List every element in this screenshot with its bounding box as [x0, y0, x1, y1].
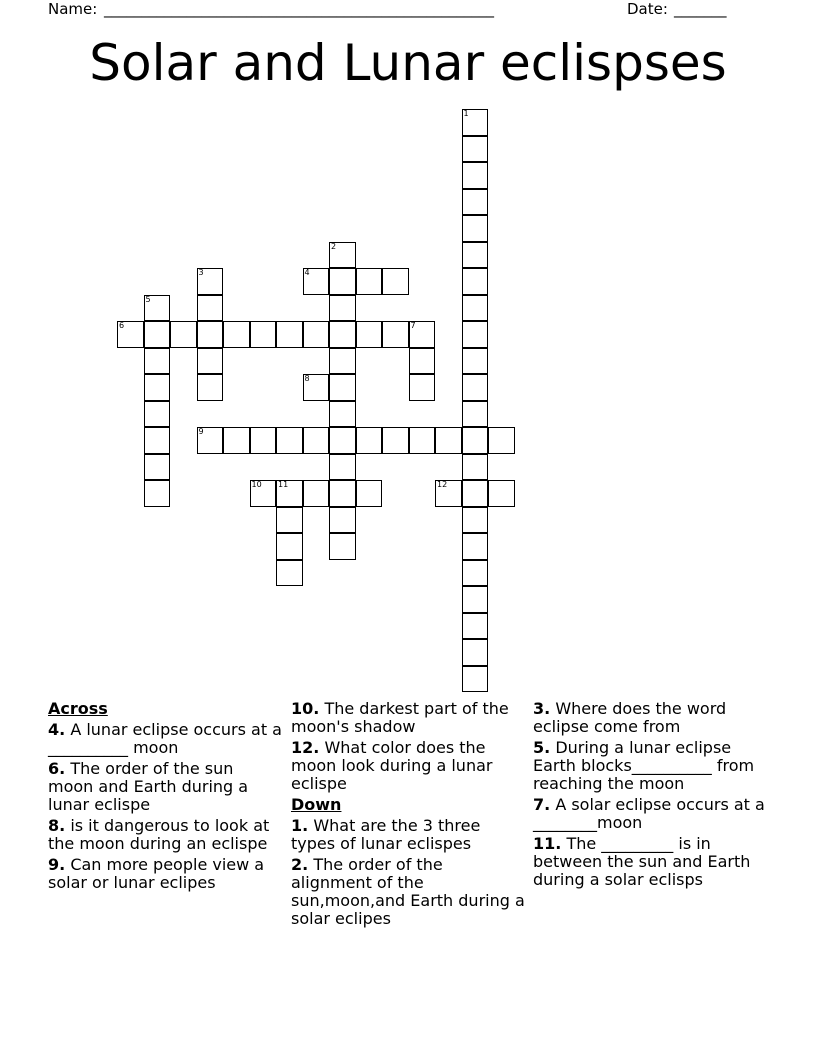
cell-number: 7	[410, 321, 416, 330]
grid-cell[interactable]	[462, 348, 489, 375]
grid-cell[interactable]	[488, 480, 515, 507]
clue-across-8: 8. is it dangerous to look at the moon during an eclispe	[48, 816, 270, 853]
grid-cell[interactable]	[329, 401, 356, 428]
grid-cell[interactable]	[462, 427, 489, 454]
grid-cell[interactable]	[462, 560, 489, 587]
grid-cell[interactable]	[223, 427, 250, 454]
grid-cell[interactable]	[144, 321, 171, 348]
cell-number: 9	[198, 427, 204, 436]
grid-cell[interactable]	[409, 348, 436, 375]
grid-cell[interactable]	[329, 427, 356, 454]
grid-cell[interactable]	[303, 480, 330, 507]
grid-cell[interactable]	[462, 533, 489, 560]
grid-cell[interactable]	[382, 268, 409, 295]
grid-cell[interactable]	[144, 480, 171, 507]
cell-number: 8	[304, 374, 310, 383]
grid-cell[interactable]	[462, 295, 489, 322]
clues-column-1	[48, 700, 283, 895]
grid-cell[interactable]	[409, 321, 436, 348]
grid-cell[interactable]	[329, 295, 356, 322]
grid-cell[interactable]	[329, 348, 356, 375]
grid-cell[interactable]	[462, 480, 489, 507]
clue-down-1: 1. What are the 3 three types of lunar eclispes	[291, 816, 481, 853]
grid-cell[interactable]	[409, 374, 436, 401]
grid-cell[interactable]	[462, 321, 489, 348]
clue-across-9: 9. Can more people view a solar or lunar eclipes	[48, 855, 265, 892]
grid-cell[interactable]	[382, 321, 409, 348]
grid-cell[interactable]	[462, 189, 489, 216]
grid-cell[interactable]	[329, 374, 356, 401]
grid-cell[interactable]	[303, 374, 330, 401]
grid-cell[interactable]	[303, 321, 330, 348]
clue-across-12: 12. What color does the moon look during a lunar eclispe	[291, 738, 493, 793]
grid-cell[interactable]	[197, 295, 224, 322]
grid-cell[interactable]	[462, 639, 489, 666]
grid-cell[interactable]	[329, 533, 356, 560]
date-field[interactable]: _______	[674, 0, 727, 18]
grid-cell[interactable]	[382, 427, 409, 454]
cell-number: 1	[463, 109, 469, 118]
grid-cell[interactable]	[197, 374, 224, 401]
grid-cell[interactable]	[462, 666, 489, 693]
grid-cell[interactable]	[435, 427, 462, 454]
cell-number: 11	[278, 480, 289, 489]
grid-cell[interactable]	[197, 427, 224, 454]
grid-cell[interactable]	[250, 321, 277, 348]
cell-number: 6	[119, 321, 125, 330]
grid-cell[interactable]	[170, 321, 197, 348]
grid-cell[interactable]	[303, 427, 330, 454]
clue-across-6: 6. The order of the sun moon and Earth during a lunar eclispe	[48, 759, 249, 814]
grid-cell[interactable]	[144, 427, 171, 454]
grid-cell[interactable]	[462, 454, 489, 481]
grid-cell[interactable]	[144, 348, 171, 375]
grid-cell[interactable]	[462, 242, 489, 269]
grid-cell[interactable]	[144, 374, 171, 401]
grid-cell[interactable]	[462, 374, 489, 401]
grid-cell[interactable]	[462, 268, 489, 295]
date-label: Date:	[627, 0, 668, 18]
grid-cell[interactable]	[117, 321, 144, 348]
grid-cell[interactable]	[356, 321, 383, 348]
clues-column-2	[291, 700, 526, 931]
grid-cell[interactable]	[250, 480, 277, 507]
clue-across-10: 10. The darkest part of the moon's shadow	[291, 699, 509, 736]
clue-across-4: 4. A lunar eclipse occurs at a __________ moon	[48, 720, 282, 757]
grid-cell[interactable]	[462, 401, 489, 428]
grid-cell[interactable]	[197, 268, 224, 295]
clue-down-2: 2. The order of the alignment of the sun,moon,and Earth during a solar eclipes	[291, 855, 525, 928]
cell-number: 12	[437, 480, 448, 489]
grid-cell[interactable]	[462, 162, 489, 189]
down-heading: Down	[291, 795, 342, 814]
grid-cell[interactable]	[356, 427, 383, 454]
grid-cell[interactable]	[223, 321, 250, 348]
name-label: Name:	[48, 0, 98, 18]
grid-cell[interactable]	[435, 480, 462, 507]
grid-cell[interactable]	[462, 507, 489, 534]
page-title: Solar and Lunar eclispses	[89, 34, 727, 92]
name-field[interactable]: ____________________________________________________	[104, 0, 494, 18]
clue-down-3: 3. Where does the word eclipse come from	[533, 699, 727, 736]
grid-cell[interactable]	[250, 427, 277, 454]
grid-cell[interactable]	[329, 454, 356, 481]
grid-cell[interactable]	[329, 480, 356, 507]
grid-cell[interactable]	[329, 321, 356, 348]
grid-cell[interactable]	[356, 480, 383, 507]
cell-number: 3	[198, 268, 204, 277]
clue-down-7: 7. A solar eclipse occurs at a ________moon	[533, 795, 765, 832]
grid-cell[interactable]	[276, 560, 303, 587]
grid-cell[interactable]	[329, 268, 356, 295]
grid-cell[interactable]	[276, 507, 303, 534]
grid-cell[interactable]	[276, 533, 303, 560]
grid-cell[interactable]	[329, 242, 356, 269]
grid-cell[interactable]	[276, 321, 303, 348]
grid-cell[interactable]	[356, 268, 383, 295]
grid-cell[interactable]	[409, 427, 436, 454]
clue-down-11: 11. The _________ is in between the sun and Earth during a solar eclisps	[533, 834, 751, 889]
grid-cell[interactable]	[488, 427, 515, 454]
across-heading: Across	[48, 699, 108, 718]
grid-cell[interactable]	[144, 454, 171, 481]
grid-cell[interactable]	[462, 586, 489, 613]
grid-cell[interactable]	[462, 215, 489, 242]
clue-down-5: 5. During a lunar eclipse Earth blocks__________ from reaching the moon	[533, 738, 755, 793]
grid-cell[interactable]	[303, 268, 330, 295]
grid-cell[interactable]	[276, 480, 303, 507]
grid-cell[interactable]	[462, 109, 489, 136]
cell-number: 10	[251, 480, 262, 489]
cell-number: 2	[331, 241, 337, 251]
grid-cell[interactable]	[462, 136, 489, 163]
grid-cell[interactable]	[462, 613, 489, 640]
cell-number: 4	[304, 268, 310, 277]
grid-cell[interactable]	[197, 348, 224, 375]
clues-column-3	[533, 700, 768, 892]
grid-cell[interactable]	[329, 507, 356, 534]
grid-cell[interactable]	[144, 295, 171, 322]
grid-cell[interactable]	[144, 401, 171, 428]
cell-number: 5	[145, 294, 151, 304]
grid-cell[interactable]	[197, 321, 224, 348]
grid-cell[interactable]	[276, 427, 303, 454]
